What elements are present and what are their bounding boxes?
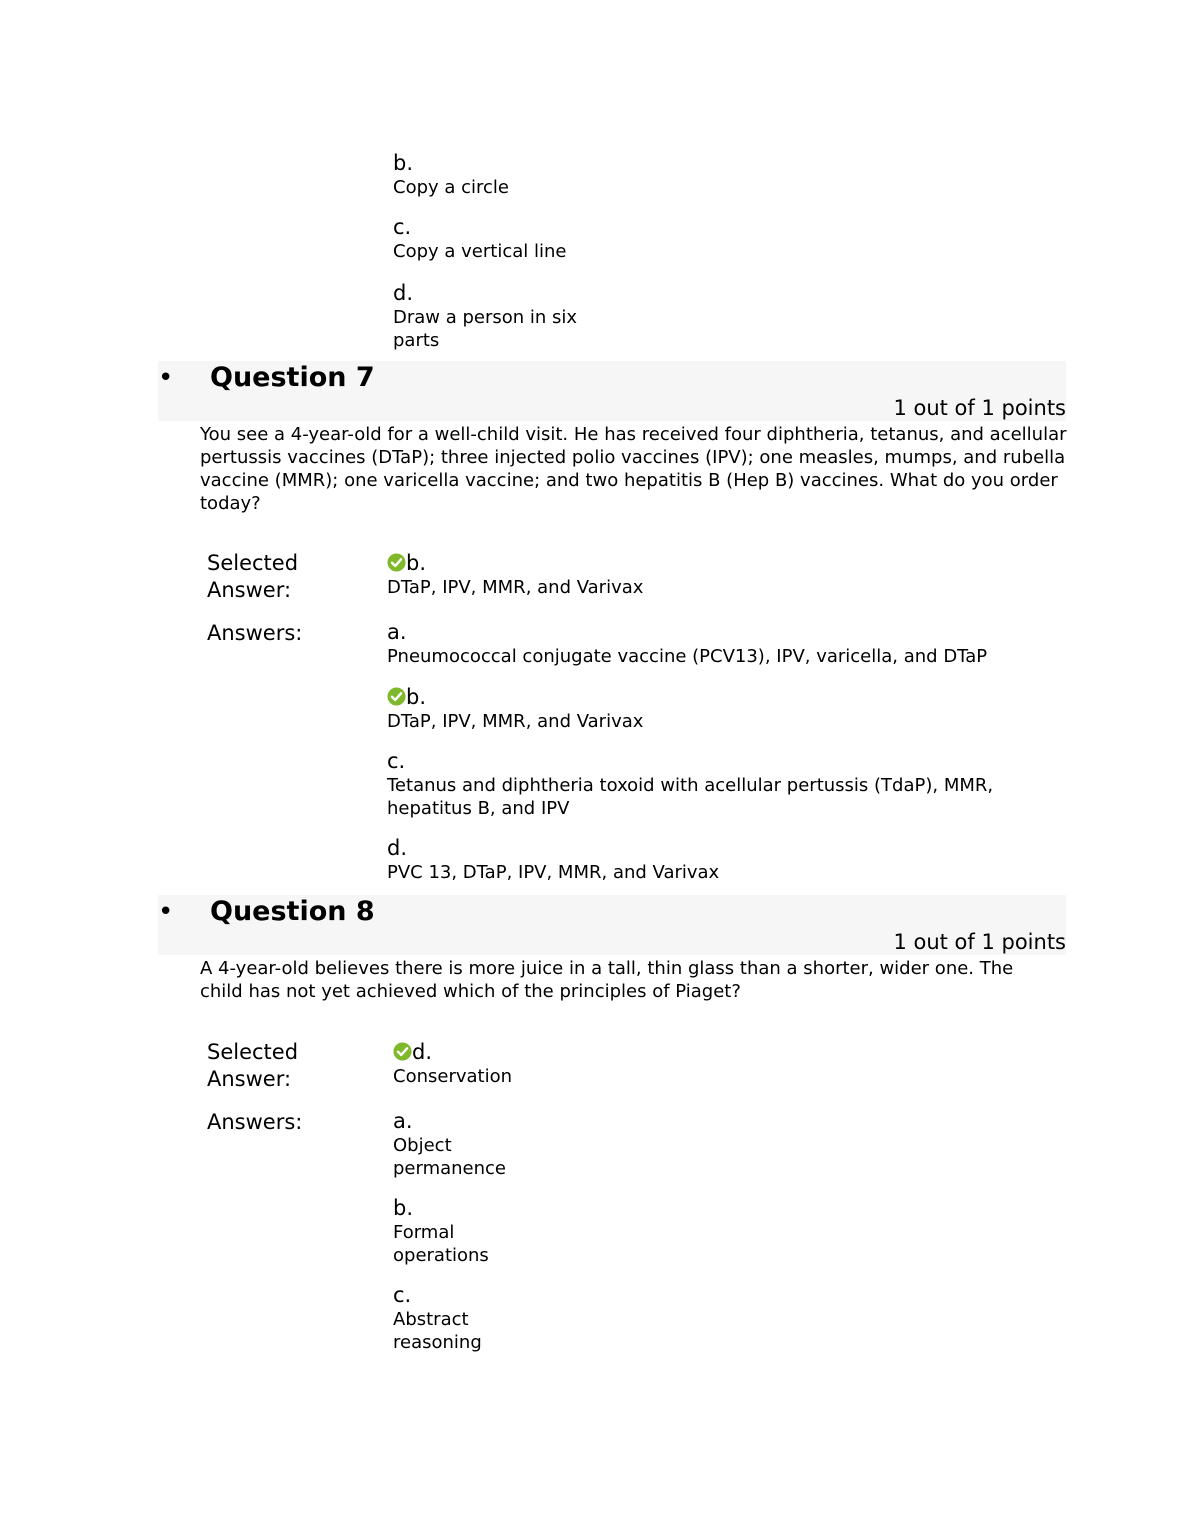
- option-letter: b.: [393, 151, 414, 175]
- check-circle-icon: [387, 553, 406, 572]
- question-8-points: 1 out of 1 points: [893, 930, 1066, 954]
- question-8-text-line2: child has not yet achieved which of the principles of Piaget?: [200, 981, 741, 1002]
- selected-answer: [387, 551, 643, 599]
- option-letter: a.: [387, 620, 407, 644]
- selected-label-line2: Answer:: [207, 1067, 292, 1091]
- selected-label-line1: Selected: [207, 1040, 299, 1064]
- option-text: DTaP, IPV, MMR, and Varivax: [387, 711, 644, 732]
- prev-option-d: [393, 281, 577, 352]
- option-letter: b.: [393, 1196, 414, 1220]
- option-text-line1: Draw a person in six: [393, 307, 578, 328]
- answers-label: Answers:: [207, 621, 303, 645]
- option-letter: a.: [393, 1109, 413, 1133]
- question-7-points: 1 out of 1 points: [893, 396, 1066, 420]
- selected-label-line1: Selected: [207, 551, 299, 575]
- answer-option-b: [393, 1196, 489, 1267]
- answer-option-a: [387, 620, 987, 668]
- answers-label: Answers:: [207, 1110, 303, 1134]
- option-text: DTaP, IPV, MMR, and Varivax: [387, 577, 644, 598]
- answer-option-d: [387, 836, 719, 884]
- option-text-line2: operations: [393, 1245, 489, 1266]
- bullet-icon: •: [158, 897, 174, 927]
- question-7-text: You see a 4-year-old for a well-child visit. He has received four diphtheria, tetanus, and acellular pertussis vaccines (DTaP); three injected polio vaccines (IPV); one measles, mumps, and rubella vaccine (MMR); one varicella vaccine; and two hepatitis B (Hep B) vaccines. What do you order today?: [200, 424, 1067, 514]
- check-circle-icon: [387, 687, 406, 706]
- bullet-icon: •: [158, 363, 174, 393]
- option-text: Copy a vertical line: [393, 241, 567, 262]
- answer-option-c: [387, 749, 993, 820]
- selected-answer-label: [207, 1039, 298, 1093]
- option-letter: d.: [412, 1040, 433, 1064]
- answer-option-c: [393, 1283, 482, 1354]
- option-letter: c.: [393, 215, 412, 239]
- option-text: PVC 13, DTaP, IPV, MMR, and Varivax: [387, 862, 720, 883]
- option-text: Pneumococcal conjugate vaccine (PCV13), IPV, varicella, and DTaP: [387, 646, 988, 667]
- option-text-line2: parts: [393, 330, 440, 351]
- option-text: Conservation: [393, 1066, 513, 1087]
- selected-answer: [393, 1040, 512, 1088]
- answer-option-b: [387, 685, 643, 733]
- option-text-line2: reasoning: [393, 1332, 482, 1353]
- question-8-text: [200, 957, 1080, 1003]
- option-text-line1: Formal: [393, 1222, 455, 1243]
- prev-option-b: [393, 151, 509, 199]
- prev-option-c: [393, 215, 566, 263]
- check-circle-icon: [393, 1042, 412, 1061]
- option-letter: d.: [387, 836, 408, 860]
- option-letter: b.: [406, 551, 427, 575]
- option-text: Copy a circle: [393, 177, 510, 198]
- option-letter: b.: [406, 685, 427, 709]
- option-text-line2: hepatitus B, and IPV: [387, 798, 570, 819]
- option-text-line1: Object: [393, 1135, 452, 1156]
- option-text-line1: Tetanus and diphtheria toxoid with acellular pertussis (TdaP), MMR,: [387, 775, 994, 796]
- option-text-line1: Abstract: [393, 1309, 469, 1330]
- option-letter: d.: [393, 281, 414, 305]
- option-letter: c.: [387, 749, 406, 773]
- option-letter: c.: [393, 1283, 412, 1307]
- option-text-line2: permanence: [393, 1158, 507, 1179]
- selected-answer-label: [207, 550, 298, 604]
- question-7-title: Question 7: [210, 362, 375, 393]
- selected-label-line2: Answer:: [207, 578, 292, 602]
- answer-option-a: [393, 1109, 506, 1180]
- question-8-text-line1: A 4-year-old believes there is more juice in a tall, thin glass than a shorter, wider one. The: [200, 958, 1014, 979]
- question-8-title: Question 8: [210, 896, 375, 927]
